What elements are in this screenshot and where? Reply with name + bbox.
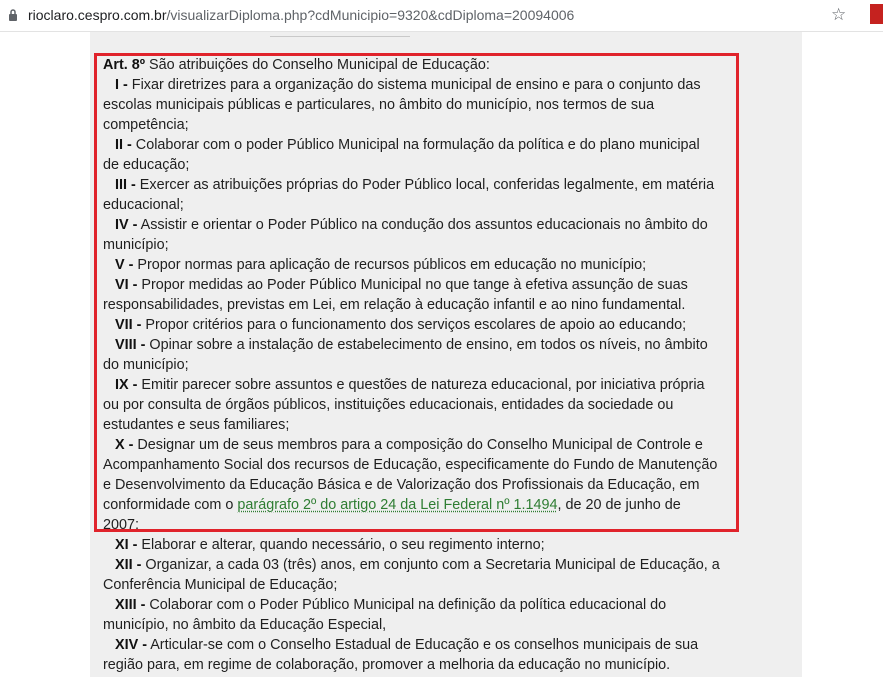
item-xii-line2: Conferência Municipal de Educação;	[103, 577, 338, 593]
item-iii-line2: educacional;	[103, 197, 184, 213]
url-path: /visualizarDiploma.php?cdMunicipio=9320&cdDiploma=20094006	[166, 7, 575, 23]
article-intro: São atribuições do Conselho Municipal de Educação:	[145, 57, 490, 73]
item-xiv-line2: região para, em regime de colaboração, promover a melhoria da educação no município.	[103, 657, 671, 673]
item-number: III -	[115, 177, 136, 193]
item-xiii	[103, 595, 666, 615]
item-text: Propor medidas ao Poder Público Municipal no que tange à efetiva assunção de suas	[137, 277, 688, 293]
item-number: XIII -	[115, 597, 146, 613]
document-top-edge	[270, 32, 410, 37]
item-number: I -	[115, 77, 128, 93]
item-text: Articular-se com o Conselho Estadual de Educação e os conselhos municipais de sua	[147, 637, 699, 653]
address-bar	[0, 0, 883, 32]
item-x	[103, 435, 703, 455]
item-x-line2: Acompanhamento Social dos recursos de Educação, especificamente do Fundo de Manutenção	[103, 457, 718, 473]
law-reference-link[interactable]: parágrafo 2º do artigo 24 da Lei Federal nº 1.1494	[237, 497, 558, 513]
item-text: Opinar sobre a instalação de estabelecimento de ensino, em todos os níveis, no âmbito	[145, 337, 708, 353]
item-ix	[103, 375, 705, 395]
pdf-extension-icon[interactable]	[870, 4, 883, 24]
item-text: Designar um de seus membros para a composição do Conselho Municipal de Controle e	[133, 437, 703, 453]
item-number: IV -	[115, 217, 138, 233]
item-number: VI -	[115, 277, 138, 293]
item-number: XIV -	[115, 637, 147, 653]
url-domain: rioclaro.cespro.com.br	[28, 7, 167, 23]
item-text: Elaborar e alterar, quando necessário, o seu regimento interno;	[137, 537, 545, 553]
item-viii-line2: do município;	[103, 357, 189, 373]
item-text: Emitir parecer sobre assuntos e questões de natureza educacional, por iniciativa própria	[137, 377, 705, 393]
lock-icon[interactable]	[8, 8, 18, 22]
item-number: XI -	[115, 537, 138, 553]
item-xiii-line2: município, no âmbito da Educação Especial,	[103, 617, 387, 633]
item-number: XII -	[115, 557, 142, 573]
item-vi	[103, 275, 688, 295]
item-text: , de 20 de junho de	[557, 497, 681, 513]
item-i-line3: competência;	[103, 117, 189, 133]
item-text: Propor normas para aplicação de recursos públicos em educação no município;	[133, 257, 647, 273]
star-icon[interactable]: ☆	[831, 5, 847, 24]
item-text: Propor critérios para o funcionamento dos serviços escolares de apoio ao educando;	[141, 317, 687, 333]
item-xiv	[103, 635, 698, 655]
item-number: X -	[115, 437, 134, 453]
item-viii	[103, 335, 708, 355]
item-vi-line2: responsabilidades, previstas em Lei, em relação à educação infantil e ao nino fundamental.	[103, 297, 686, 313]
item-number: IX -	[115, 377, 138, 393]
item-text: Colaborar com o poder Público Municipal na formulação da política e do plano municipal	[131, 137, 700, 153]
item-ii	[103, 135, 700, 155]
item-xi	[103, 535, 545, 555]
item-ii-line2: de educação;	[103, 157, 190, 173]
item-iii	[103, 175, 714, 195]
item-number: VIII -	[115, 337, 146, 353]
article-label: Art. 8º	[103, 57, 146, 73]
item-iv	[103, 215, 708, 235]
item-x-line3: e Desenvolvimento da Educação Básica e de Valorização dos Profissionais da Educação, em	[103, 477, 700, 493]
item-text: Assistir e orientar o Poder Público na condução dos assuntos educacionais no âmbito do	[137, 217, 708, 233]
url-field[interactable]	[28, 7, 574, 23]
item-ix-line3: estudantes e seus familiares;	[103, 417, 290, 433]
item-iv-line2: município;	[103, 237, 169, 253]
item-text: Organizar, a cada 03 (três) anos, em conjunto com a Secretaria Municipal de Educação, a	[141, 557, 720, 573]
item-x-line4	[103, 495, 681, 515]
item-text: conformidade com o	[103, 497, 238, 513]
article-heading	[103, 55, 490, 75]
item-text: Exercer as atribuições próprias do Poder Público local, conferidas legalmente, em matéria	[135, 177, 715, 193]
item-vii	[103, 315, 686, 335]
item-number: II -	[115, 137, 132, 153]
item-ix-line2: ou por consulta de órgãos públicos, instituições educacionais, entidades da sociedade ou	[103, 397, 674, 413]
item-number: V -	[115, 257, 134, 273]
item-i	[103, 75, 701, 95]
item-number: VII -	[115, 317, 142, 333]
item-text: Colaborar com o Poder Público Municipal na definição da política educacional do	[145, 597, 667, 613]
item-text: Fixar diretrizes para a organização do sistema municipal de ensino e para o conjunto das	[127, 77, 701, 93]
item-i-line2: escolas municipais públicas e particulares, no âmbito do município, nos termos de sua	[103, 97, 655, 113]
item-v	[103, 255, 646, 275]
item-x-line5: 2007;	[103, 517, 140, 533]
item-xii	[103, 555, 720, 575]
